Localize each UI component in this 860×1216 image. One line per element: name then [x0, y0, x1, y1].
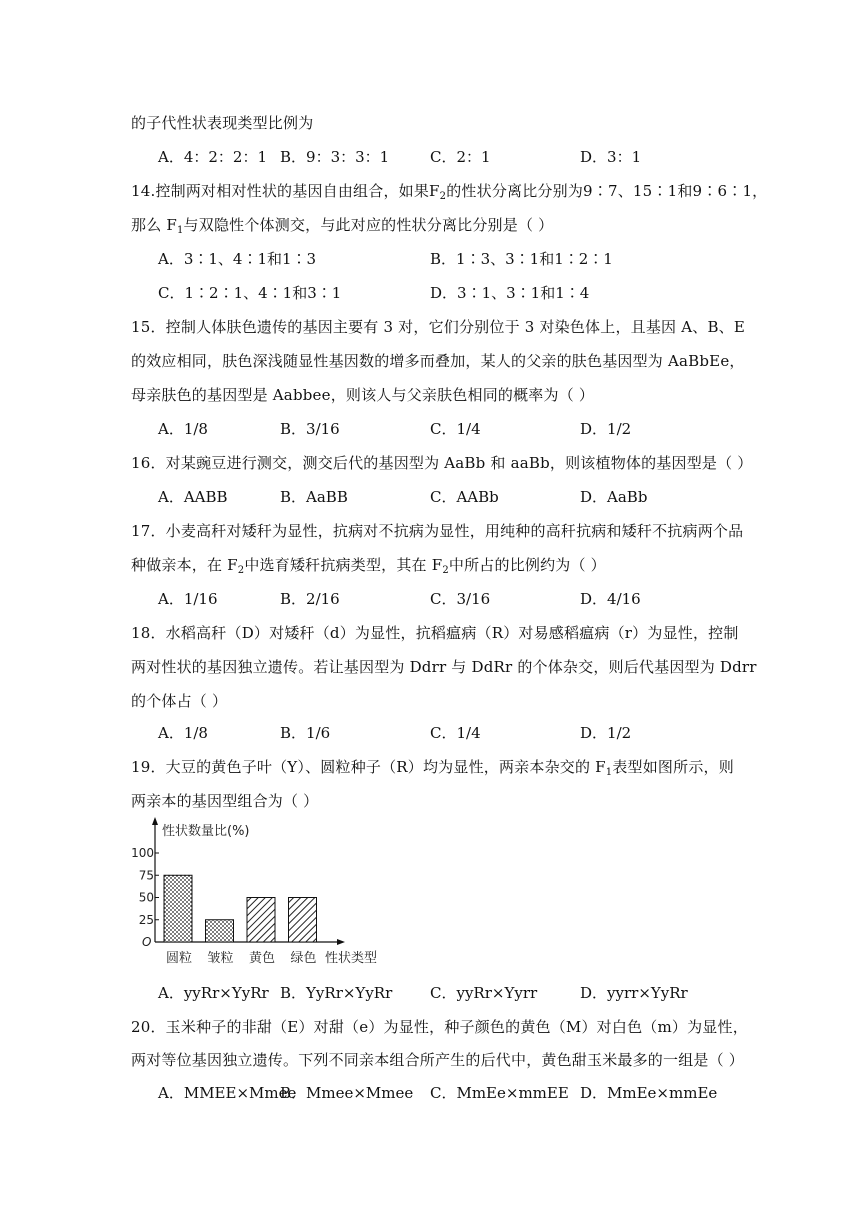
- q16-option-c[interactable]: C．AABb: [430, 488, 499, 506]
- q17-option-c[interactable]: C．3/16: [430, 590, 491, 608]
- q15-stem-line3: 母亲肤色的基因型是 Aabbee，则该人与父亲肤色相同的概率为（ ）: [131, 386, 595, 404]
- x-category-label-round: 圆粒: [165, 951, 193, 966]
- q20-option-a[interactable]: A．MMEE×Mmee: [158, 1084, 297, 1102]
- q19-option-c[interactable]: C．yyRr×Yyrr: [430, 984, 538, 1002]
- y-tick-label-25: 25: [138, 912, 154, 927]
- q18-stem-line3: 的个体占（ ）: [131, 692, 228, 710]
- q19-stem-line2: 两亲本的基因型组合为（ ）: [131, 792, 319, 810]
- q14-options-row2: [158, 282, 760, 304]
- q19-option-d[interactable]: D．yyrr×YyRr: [580, 984, 688, 1002]
- bar-皱粒: [206, 920, 234, 942]
- q19-bar-chart: [128, 815, 398, 970]
- q13-option-b[interactable]: B．9：3：3：1: [280, 148, 390, 166]
- bar-黄色: [247, 898, 275, 943]
- q13-option-c[interactable]: C．2：1: [430, 148, 491, 166]
- q14-stem-line2: 那么 $F_1$与双隐性个体测交，与此对应的性状分离比分别是（ ）: [131, 216, 554, 236]
- q13-stem-tail: 的子代性状表现类型比例为: [131, 114, 314, 132]
- q14-option-d[interactable]: D．3∶1、3∶1和1∶4: [430, 284, 590, 302]
- q20-stem-line1: 20．玉米种子的非甜（E）对甜（e）为显性，种子颜色的黄色（M）对白色（m）为显性，: [131, 1018, 748, 1036]
- q16-stem-line1: 16．对某豌豆进行测交，测交后代的基因型为 AaBb 和 aaBb，则该植物体的基因型是（ ）: [131, 454, 753, 472]
- x-axis-label: 性状类型: [325, 951, 378, 966]
- q14-option-a[interactable]: A．3∶1、4∶1和1∶3: [158, 250, 317, 268]
- q14-option-c[interactable]: C．1∶2∶1、4∶1和3∶1: [158, 284, 342, 302]
- origin-label: O: [142, 935, 152, 949]
- q16-options: [158, 486, 760, 508]
- q17-option-b[interactable]: B．2/16: [280, 590, 340, 608]
- q13-option-d[interactable]: D．3：1: [580, 148, 642, 166]
- q18-option-b[interactable]: B．1/6: [280, 724, 331, 742]
- q20-option-d[interactable]: D．MmEe×mmEe: [580, 1084, 718, 1102]
- x-category-label-wrinkled: 皱粒: [207, 951, 234, 966]
- q16-option-a[interactable]: A．AABB: [158, 488, 228, 506]
- y-tick-label-100: 100: [131, 846, 154, 860]
- q13-option-a[interactable]: A．4：2：2：1: [158, 148, 268, 166]
- q17-stem-line2: 种做亲本，在 $F_2$中选育矮秆抗病类型，其在 $F_2$中所占的比例约为（ ）: [131, 556, 606, 576]
- q19-option-b[interactable]: B．YyRr×YyRr: [280, 984, 393, 1002]
- q19-options: [158, 982, 760, 1004]
- q15-option-d[interactable]: D．1/2: [580, 420, 632, 438]
- q20-option-c[interactable]: C．MmEe×mmEE: [430, 1084, 569, 1102]
- q18-option-a[interactable]: A．1/8: [158, 724, 208, 742]
- q20-options: [158, 1082, 760, 1104]
- q20-stem-line2: 两对等位基因独立遗传。下列不同亲本组合所产生的后代中，黄色甜玉米最多的一组是（ ）: [131, 1051, 744, 1069]
- x-category-label-yellow: 黄色: [248, 951, 276, 966]
- q19-stem-line1: 19．大豆的黄色子叶（Y）、圆粒种子（R）均为显性，两亲本杂交的 $F_1$表型如图所示，则: [131, 758, 734, 778]
- q15-option-b[interactable]: B．3/16: [280, 420, 340, 438]
- q18-option-c[interactable]: C．1/4: [430, 724, 481, 742]
- q20-option-b[interactable]: B．Mmee×Mmee: [280, 1084, 414, 1102]
- bars-group: [164, 875, 317, 942]
- q15-options: [158, 418, 760, 440]
- q15-stem-line1: 15．控制人体肤色遗传的基因主要有 3 对，它们分别位于 3 对染色体上，且基因 A、B、E: [131, 318, 746, 336]
- q15-stem-line2: 的效应相同，肤色深浅随显性基因数的增多而叠加，某人的父亲的肤色基因型为 AaBbEe，: [131, 352, 745, 370]
- q14-stem-line1: 14.控制两对相对性状的基因自由组合，如果$F_2$的性状分离比分别为9∶7、15∶1和9∶6∶1，: [131, 182, 768, 202]
- q17-options: [158, 588, 760, 610]
- q17-option-a[interactable]: A．1/16: [158, 590, 218, 608]
- q15-option-c[interactable]: C．1/4: [430, 420, 481, 438]
- bar-圆粒: [164, 875, 192, 942]
- q19-option-a[interactable]: A．yyRr×YyRr: [158, 984, 269, 1002]
- y-tick-label-50: 50: [138, 890, 154, 905]
- q13-options: [158, 146, 760, 168]
- x-category-label-green: 绿色: [290, 951, 317, 966]
- q15-option-a[interactable]: A．1/8: [158, 420, 208, 438]
- q17-option-d[interactable]: D．4/16: [580, 590, 641, 608]
- q18-option-d[interactable]: D．1/2: [580, 724, 632, 742]
- q18-options: [158, 722, 760, 744]
- q18-stem-line1: 18．水稻高秆（D）对矮秆（d）为显性，抗稻瘟病（R）对易感稻瘟病（r）为显性，控制: [131, 624, 739, 642]
- bar-绿色: [289, 898, 317, 943]
- y-tick-label-75: 75: [138, 868, 154, 883]
- y-axis-label: 性状数量比(%): [162, 824, 250, 839]
- q17-stem-line1: 17．小麦高秆对矮秆为显性，抗病对不抗病为显性，用纯种的高秆抗病和矮秆不抗病两个品: [131, 522, 744, 540]
- q16-option-d[interactable]: D．AaBb: [580, 488, 648, 506]
- q16-option-b[interactable]: B．AaBB: [280, 488, 348, 506]
- q14-option-b[interactable]: B．1∶3、3∶1和1∶2∶1: [430, 250, 613, 268]
- q18-stem-line2: 两对性状的基因独立遗传。若让基因型为 Ddrr 与 DdRr 的个体杂交，则后代基因型为 Ddrr: [131, 658, 757, 676]
- q14-options-row1: [158, 248, 760, 270]
